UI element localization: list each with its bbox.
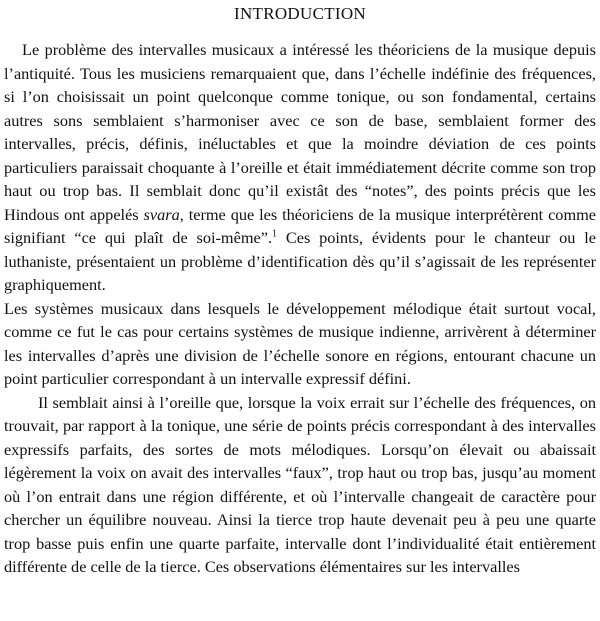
paragraph-2: Les systèmes musicaux dans lesquels le développement mélodique était surtout vocal, comme ce fut le cas pour certains systèmes de musique indienne, arrivèrent à déterminer les intervalles d’après une division de l’échelle sonore en régions, entourant chacune un point particulier correspondant à un intervalle expressif défini. [4, 298, 596, 388]
paragraph-1-part-3: Ces points, évidents pour le chanteur ou le luthaniste, présentaient un problème d’identification dès qu’il s’agissait de les représenter graphiquement. [4, 228, 596, 294]
chapter-title: INTRODUCTION [233, 4, 367, 23]
paragraph-1-part-1: Le problème des intervalles musicaux a intéressé les théoriciens de la musique depuis l’antiquité. Tous les musiciens remarquaient que, dans l’échelle indéfinie des fréquences, si l’on choisissait un point quelconque comme tonique, ou son fondamental, certains autres sons semblaient s’harmoniser avec ce son de base, semblaient former des intervalles, précis, définis, inéluctables et que la moindre déviation de ces points particuliers paraissait choquante à l’oreille et était immédiatement décrite comme son trop haut ou trop bas. Il semblait donc qu’il existât des “notes”, des points précis que les Hindous ont appelés [4, 40, 596, 224]
footnote-reference[interactable]: 1 [272, 228, 278, 240]
term-svara: svara [143, 204, 180, 224]
paragraph-3: Il semblait ainsi à l’oreille que, lorsque la voix errait sur l’échelle des fréquences, on trouvait, par rapport à la tonique, une série de points précis correspondant à des intervalles expressifs parfaits, des sortes de mots mélodiques. Lorsqu’on élevait ou abaissait légèrement la voix on avait des intervalles “faux”, trop haut ou trop bas, jusqu’au moment où l’on entrait dans une région différente, et où l’intervalle changeait de caractère pour chercher un équilibre nouveau. Ainsi la tierce trop haute devenait peu à peu une quarte trop basse puis enfin une quarte parfaite, intervalle dont l’individualité était entièrement différente de celle de la tierce. Ces observations élémentaires sur les intervalles [4, 392, 596, 576]
paragraph-1-part-2: , terme que les théoriciens de la musique interprétèrent comme signifiant “ce qui plaît de soi-même”. [4, 204, 597, 247]
paragraph-1 [4, 38, 596, 297]
